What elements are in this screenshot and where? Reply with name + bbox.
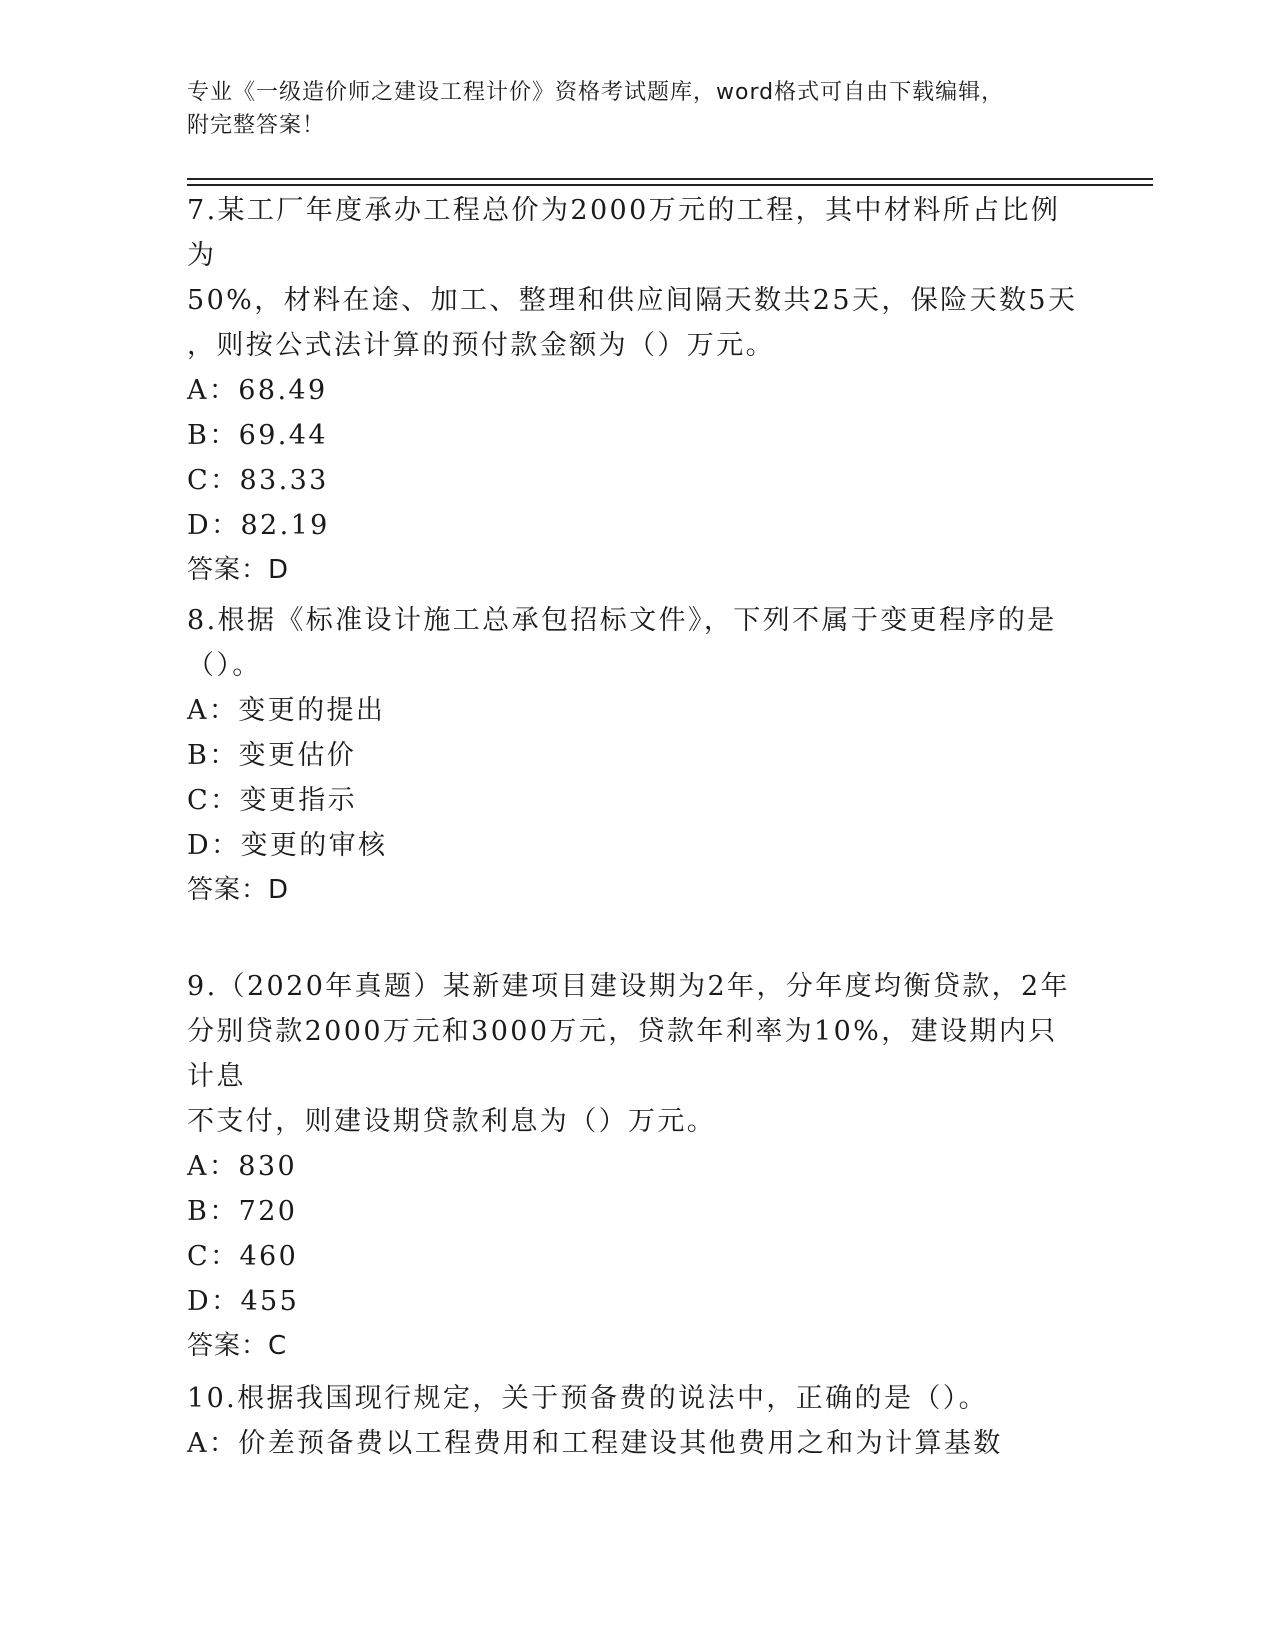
option-c: C：460 (187, 1241, 299, 1272)
option-b: B：69.44 (187, 420, 328, 451)
stem-line: 7.某工厂年度承办工程总价为2000万元的工程，其中材料所占比例为 (187, 195, 1061, 271)
option-a: A：830 (187, 1151, 298, 1182)
stem-line: 不支付，则建设期贷款利息为（）万元。 (187, 1106, 717, 1137)
option-a: A：68.49 (187, 375, 328, 406)
header-divider-top (187, 178, 1153, 180)
stem-line: （）。 (187, 650, 262, 681)
answer-line: 答案：D (187, 555, 290, 585)
stem-line: 分别贷款2000万元和3000万元，贷款年利率为10%，建设期内只计息 (187, 1016, 1058, 1092)
option-b: B：720 (187, 1196, 298, 1227)
option-a: A：价差预备费以工程费用和工程建设其他费用之和为计算基数 (187, 1428, 1003, 1459)
stem-line: 50%，材料在途、加工、整理和供应间隔天数共25天，保险天数5天 (187, 285, 1078, 316)
answer-line: 答案：D (187, 875, 290, 905)
question-stem (187, 598, 1087, 688)
stem-line: 8.根据《标准设计施工总承包招标文件》，下列不属于变更程序的是 (187, 605, 1057, 636)
option-c: C：变更指示 (187, 785, 358, 816)
question-8 (187, 598, 1087, 913)
option-a: A：变更的提出 (187, 695, 386, 726)
option-d: D：82.19 (187, 510, 330, 541)
option-b: B：变更估价 (187, 740, 357, 771)
question-9 (187, 964, 1087, 1369)
option-d: D：455 (187, 1286, 300, 1317)
question-stem (187, 1376, 1087, 1421)
option-d: D：变更的审核 (187, 830, 388, 861)
document-header (187, 76, 1087, 142)
question-stem (187, 964, 1087, 1144)
stem-line: 10.根据我国现行规定，关于预备费的说法中，正确的是（）。 (187, 1383, 989, 1414)
answer-line: 答案：C (187, 1331, 288, 1361)
question-10 (187, 1376, 1087, 1466)
option-c: C：83.33 (187, 465, 329, 496)
header-line-1: 专业《一级造价师之建设工程计价》资格考试题库，word格式可自由下载编辑， (187, 80, 1005, 105)
question-7 (187, 188, 1087, 593)
stem-line: ，则按公式法计算的预付款金额为（）万元。 (187, 330, 775, 361)
question-stem (187, 188, 1087, 368)
header-divider-bottom (187, 184, 1153, 186)
stem-line: 9.（2020年真题）某新建项目建设期为2年，分年度均衡贷款，2年 (187, 971, 1071, 1002)
header-line-2: 附完整答案！ (187, 113, 326, 138)
